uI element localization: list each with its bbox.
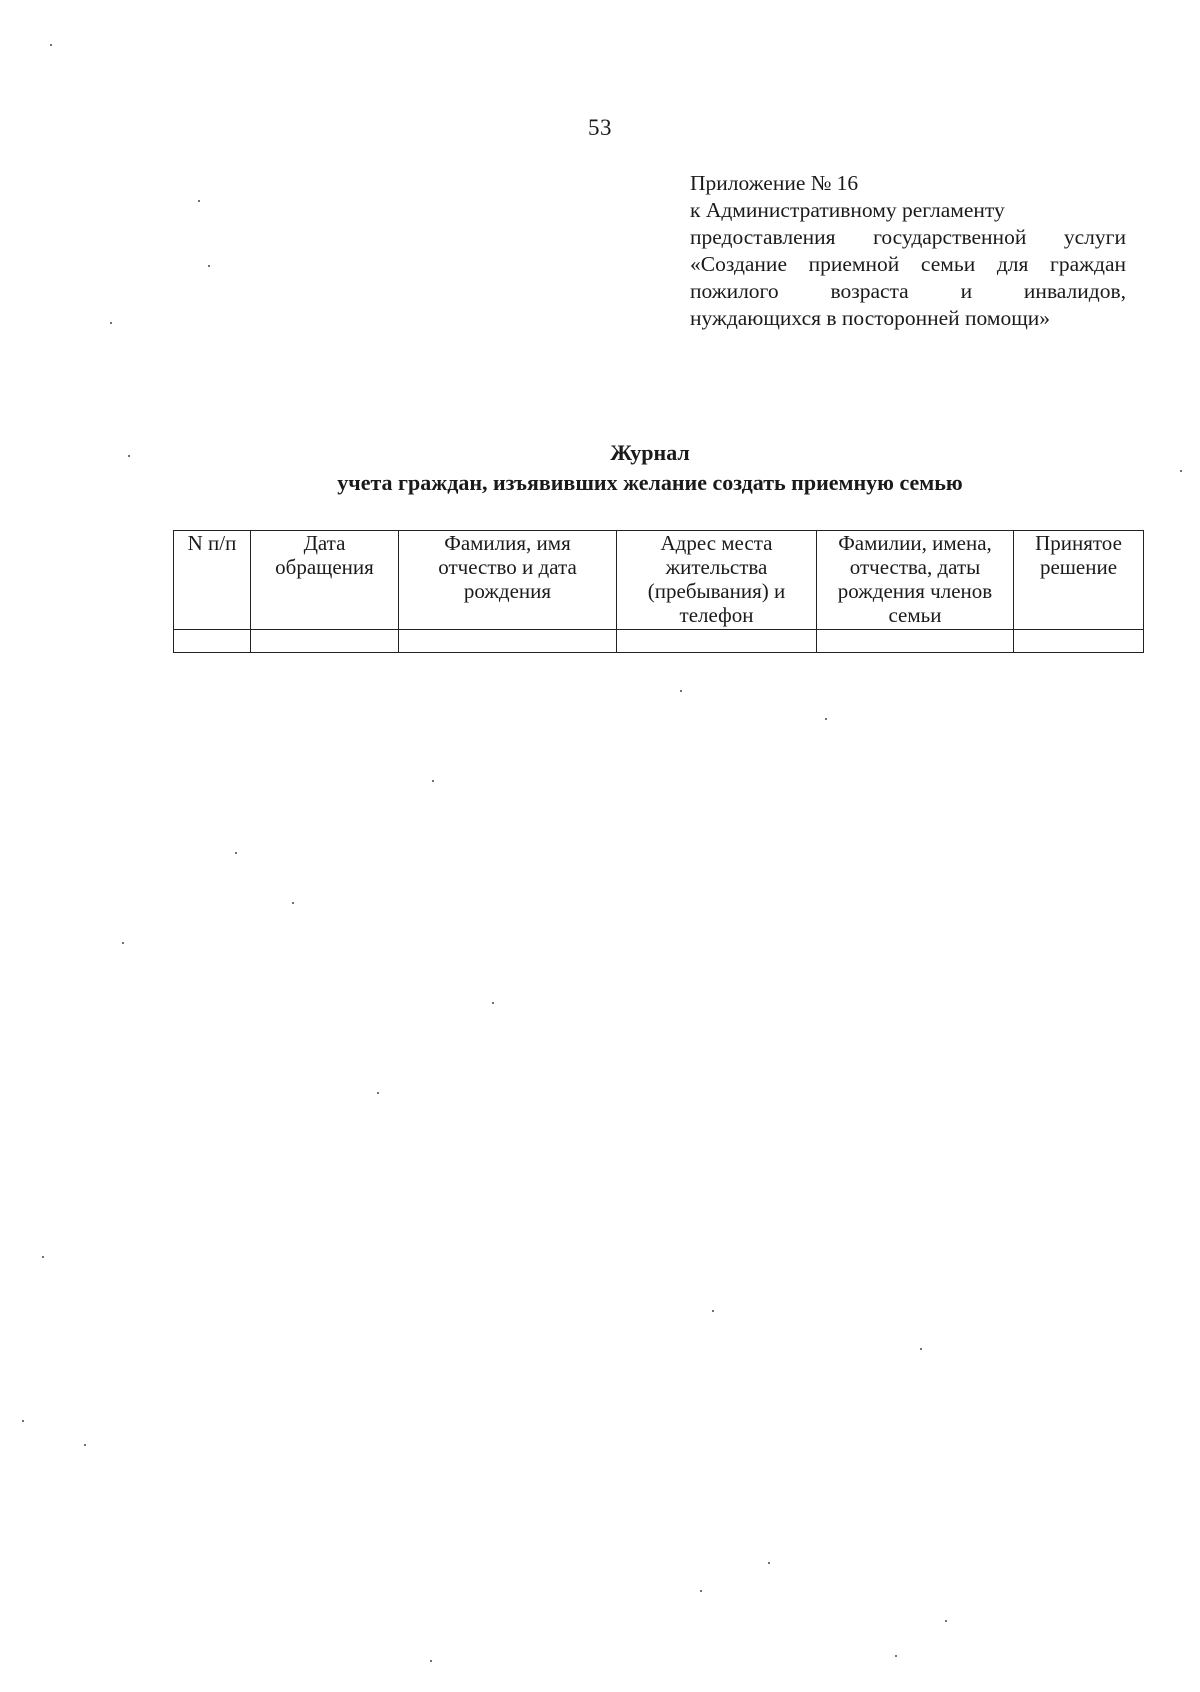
journal-table xyxy=(173,530,1144,653)
appendix-line: Приложение № 16 xyxy=(690,171,859,195)
scan-speck xyxy=(825,718,827,720)
scan-speck xyxy=(110,322,112,324)
scan-speck xyxy=(920,1348,922,1350)
scan-speck xyxy=(700,1590,702,1592)
scan-speck xyxy=(680,690,682,692)
title-line-main: Журнал xyxy=(610,440,690,465)
header-number: N п/п xyxy=(174,531,251,630)
scan-speck xyxy=(492,1002,494,1004)
table-header-row xyxy=(174,531,1144,630)
appendix-line: нуждающихся в посторонней помощи» xyxy=(690,306,1051,330)
scan-speck xyxy=(128,455,130,457)
appendix-line: пожилого возраста и инвалидов, xyxy=(690,279,1126,303)
header-decision: Принятое решение xyxy=(1014,531,1144,630)
appendix-block xyxy=(690,170,1126,332)
table-row xyxy=(174,630,1144,653)
scan-speck xyxy=(945,1620,947,1622)
table-cell xyxy=(399,630,617,653)
scan-speck xyxy=(768,1562,770,1564)
scan-speck xyxy=(430,1660,432,1662)
document-title xyxy=(0,438,1200,498)
scan-speck xyxy=(198,200,200,202)
scan-speck xyxy=(292,902,294,904)
scan-speck xyxy=(50,44,52,46)
scan-speck xyxy=(208,265,210,267)
scan-speck xyxy=(895,1655,897,1657)
appendix-line: «Создание приемной семьи для граждан xyxy=(690,252,1126,276)
scan-speck xyxy=(84,1444,86,1446)
table-cell xyxy=(251,630,399,653)
table-cell xyxy=(617,630,817,653)
scan-speck xyxy=(1180,470,1182,472)
scan-speck xyxy=(235,852,237,854)
scan-speck xyxy=(122,942,124,944)
table-cell xyxy=(817,630,1014,653)
table-cell xyxy=(174,630,251,653)
scan-speck xyxy=(712,1310,714,1312)
page-number: 53 xyxy=(588,115,612,140)
header-address: Адрес места жительства (пребывания) и телефон xyxy=(617,531,817,630)
header-full-name: Фамилия, имя отчество и дата рождения xyxy=(399,531,617,630)
appendix-line: к Административному регламенту xyxy=(690,198,1005,222)
appendix-line: предоставления государственной услуги xyxy=(690,225,1126,249)
scan-speck xyxy=(432,780,434,782)
table-cell xyxy=(1014,630,1144,653)
header-date: Дата обращения xyxy=(251,531,399,630)
scan-speck xyxy=(22,1420,24,1422)
title-line-sub: учета граждан, изъявивших желание создать приемную семью xyxy=(337,470,963,495)
scan-speck xyxy=(42,1256,44,1258)
scan-speck xyxy=(377,1092,379,1094)
header-family-members: Фамилии, имена, отчества, даты рождения членов семьи xyxy=(817,531,1014,630)
